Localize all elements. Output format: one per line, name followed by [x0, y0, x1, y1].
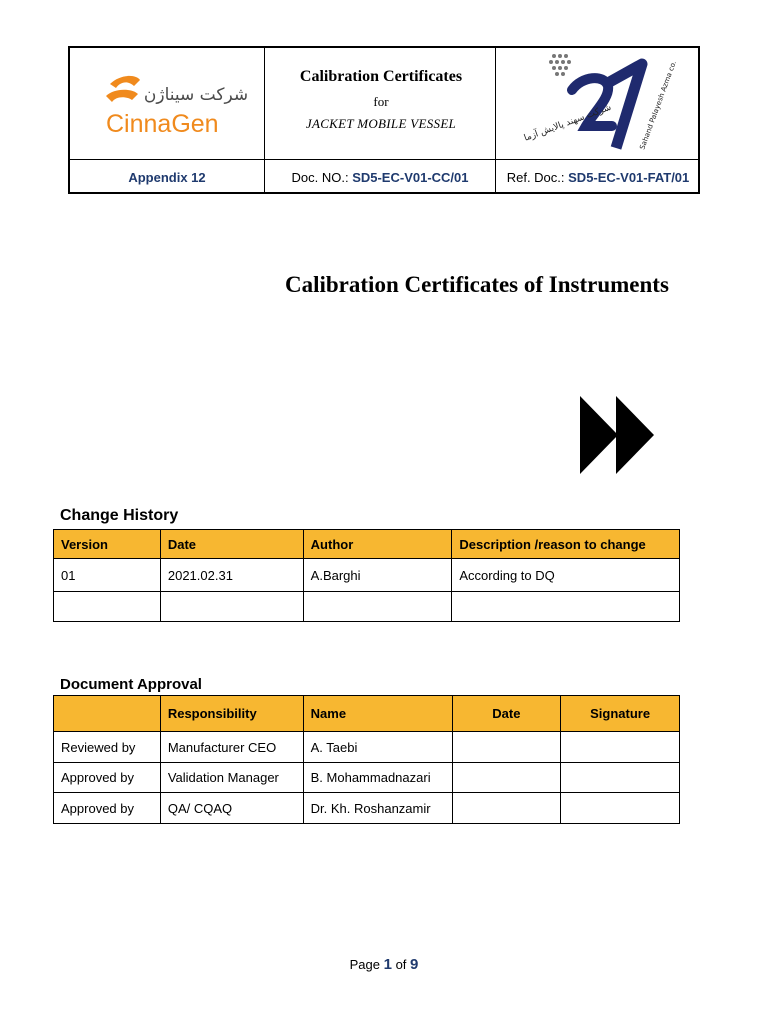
ref-doc-label: Ref. Doc.:: [506, 170, 565, 185]
cinnagen-logo: [70, 48, 265, 160]
table-cell: QA/ CQAQ: [160, 793, 303, 824]
header-title: Calibration Certificates: [299, 68, 463, 85]
header-title-cell: [266, 48, 496, 160]
table-cell: [452, 793, 561, 824]
table-cell: Approved by: [54, 793, 161, 824]
change-history-title: Change History: [60, 507, 179, 524]
table-cell: Reviewed by: [54, 732, 161, 763]
column-header: Date: [452, 696, 561, 732]
column-header: Author: [303, 530, 452, 559]
column-header: Date: [160, 530, 303, 559]
table-row: [54, 763, 680, 793]
cinnagen-brand-text: CinnaGen: [105, 110, 219, 138]
ref-doc-cell: [496, 161, 700, 194]
table-cell: [303, 592, 452, 622]
ref-doc-value: SD5-EC-V01-FAT/01: [568, 170, 690, 185]
sahand-persian-text: شرکت سهند پالایش آزما: [522, 102, 613, 144]
doc-no-cell: [265, 161, 495, 194]
total-pages-number: 9: [410, 956, 419, 973]
table-cell: [561, 732, 680, 763]
fast-forward-icon: [580, 396, 656, 474]
table-cell: Approved by: [54, 763, 161, 793]
table-cell: A. Taebi: [303, 732, 452, 763]
document-approval-title: Document Approval: [60, 676, 202, 693]
table-cell: A.Barghi: [303, 559, 452, 592]
table-cell: Validation Manager: [160, 763, 303, 793]
column-header: Responsibility: [160, 696, 303, 732]
column-header: Description /reason to change: [452, 530, 680, 559]
table-header-row: [54, 696, 680, 732]
table-row: [54, 793, 680, 824]
table-cell: Manufacturer CEO: [160, 732, 303, 763]
page-footer: [0, 956, 768, 973]
column-header: [54, 696, 161, 732]
column-header: Name: [303, 696, 452, 732]
appendix-label: Appendix 12: [128, 170, 206, 185]
table-row: [54, 732, 680, 763]
table-row: [54, 592, 680, 622]
of-label: of: [395, 957, 407, 972]
change-history-table: [53, 529, 680, 622]
appendix-cell: [70, 161, 264, 194]
main-title: Calibration Certificates of Instruments: [285, 272, 669, 297]
table-cell: [160, 592, 303, 622]
sahand-brand-text: Sahand Palayesh Azma co.: [637, 59, 678, 151]
header-for-label: for: [373, 94, 389, 109]
current-page-number: 1: [383, 956, 392, 973]
document-approval-table: [53, 695, 680, 824]
cinnagen-persian-text: شرکت سیناژن: [143, 85, 248, 105]
doc-no-value: SD5-EC-V01-CC/01: [352, 170, 469, 185]
table-cell: [452, 732, 561, 763]
table-cell: Dr. Kh. Roshanzamir: [303, 793, 452, 824]
doc-no-label: Doc. NO.:: [291, 170, 349, 185]
column-header: Signature: [561, 696, 680, 732]
table-cell: According to DQ: [452, 559, 680, 592]
table-cell: [452, 592, 680, 622]
page-label: Page: [349, 957, 380, 972]
table-header-row: [54, 530, 680, 559]
table-cell: 01: [54, 559, 161, 592]
sahand-logo: [497, 48, 700, 160]
table-row: [54, 559, 680, 592]
header-subtitle: JACKET MOBILE VESSEL: [305, 116, 457, 131]
table-cell: [452, 763, 561, 793]
table-cell: [561, 763, 680, 793]
table-cell: [561, 793, 680, 824]
table-cell: [54, 592, 161, 622]
column-header: Version: [54, 530, 161, 559]
table-cell: 2021.02.31: [160, 559, 303, 592]
table-cell: B. Mohammadnazari: [303, 763, 452, 793]
document-header: [68, 46, 700, 194]
